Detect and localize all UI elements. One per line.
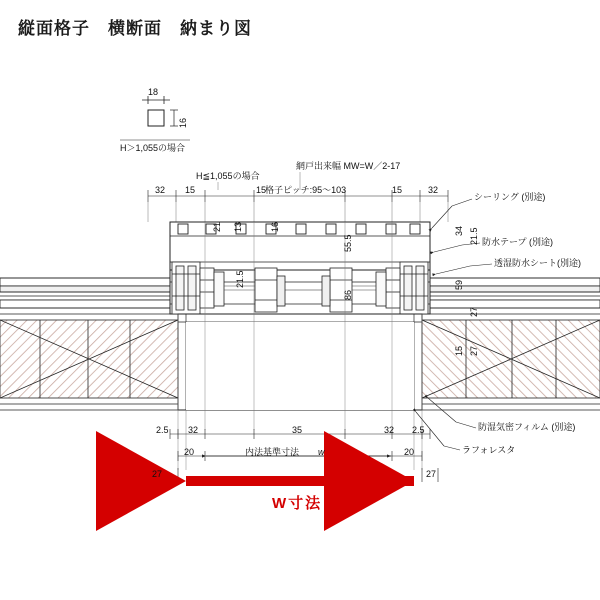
callout-waterproof-tape: 防水テープ (別途) — [482, 237, 554, 247]
dim-bottom-32-left: 32 — [188, 425, 199, 435]
dim-20-right: 20 — [404, 447, 415, 457]
dim-27-right: 27 — [469, 306, 479, 317]
callout-raforesta: ラフォレスタ — [462, 445, 516, 455]
dim-top-height: 16 — [178, 117, 188, 128]
callout-sealing: シーリング (別途) — [474, 192, 546, 202]
dim-bottom-32-right: 32 — [384, 425, 395, 435]
dim-16: 16 — [270, 221, 280, 232]
note-net-width: 網戸出来幅 MW=W／2-17 — [296, 161, 401, 171]
label-inner-standard: 内法基準寸法 — [245, 447, 300, 457]
page-title: 縦面格子 横断面 納まり図 — [18, 19, 252, 38]
dim-86: 86 — [343, 289, 353, 300]
dim-top-15-a: 15 — [185, 185, 196, 195]
dim-21: 21 — [212, 221, 222, 232]
dim-13: 13 — [233, 221, 243, 232]
dim-20-left: 20 — [184, 447, 195, 457]
dim-21-5-left: 21.5 — [235, 270, 245, 288]
dim-59: 59 — [454, 279, 464, 290]
dim-27-right-2: 27 — [469, 345, 479, 356]
dim-bottom-35: 35 — [292, 425, 303, 435]
callout-vapor-film: 防湿気密フィルム (別途) — [478, 422, 576, 432]
dim-top-32-right: 32 — [428, 185, 439, 195]
dim-bottom-2-5-left: 2.5 — [156, 425, 169, 435]
note-h-lesser: H≦1,055の場合 — [196, 171, 260, 181]
label-inner-standard-symbol: w — [318, 447, 325, 457]
note-pitch: 格子ピッチ:95〜103 — [265, 185, 347, 195]
w-dimension-label: W寸法 — [272, 495, 323, 512]
dim-top-width: 18 — [148, 87, 159, 97]
dim-top-32-left: 32 — [155, 185, 166, 195]
dim-27-right-bottom: 27 — [426, 469, 437, 479]
dim-21-5-right: 21.5 — [469, 227, 479, 245]
callout-moisture-sheet: 透湿防水シート(別途) — [494, 258, 581, 268]
dim-top-15-b: 15 — [256, 185, 267, 195]
dim-34: 34 — [454, 225, 464, 236]
dim-55-5: 55.5 — [343, 234, 353, 252]
dim-bottom-2-5-right: 2.5 — [412, 425, 425, 435]
dim-15-right: 15 — [454, 345, 464, 356]
dim-top-15-c: 15 — [392, 185, 403, 195]
dim-27-left-bottom: 27 — [152, 469, 163, 479]
note-h-greater: H＞1,055の場合 — [120, 143, 186, 153]
